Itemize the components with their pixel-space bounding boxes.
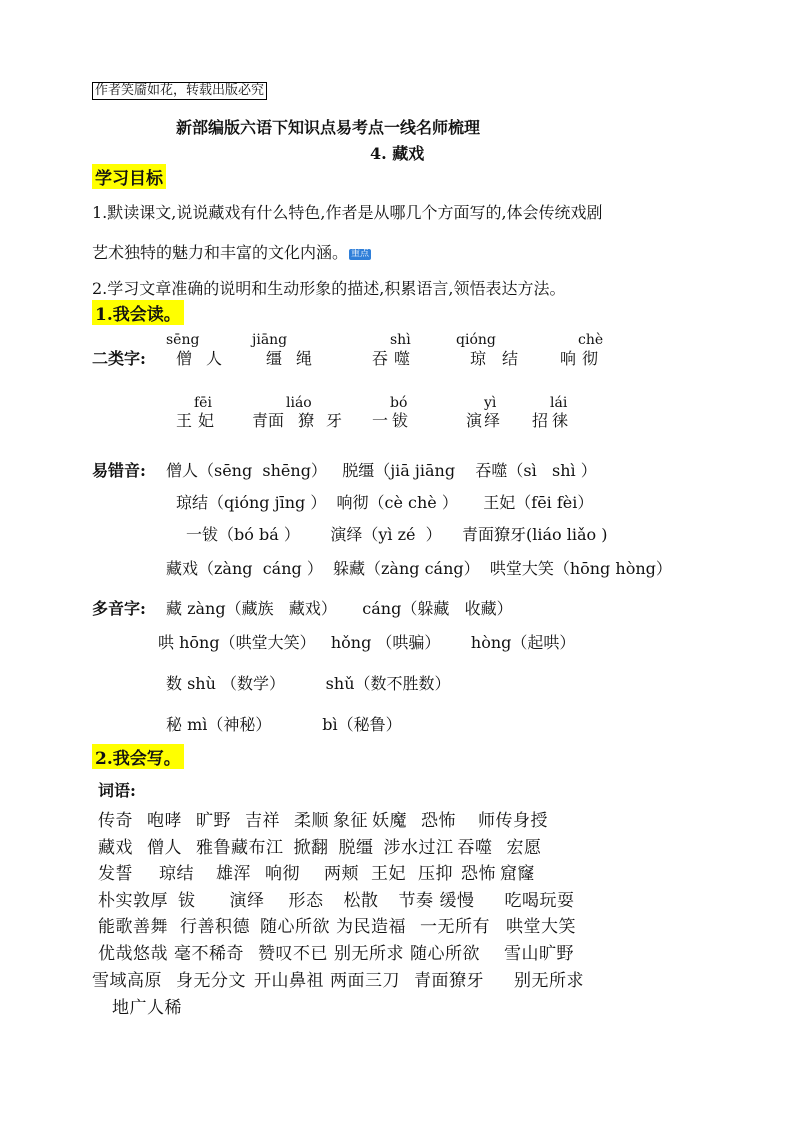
word: 旷野 — [196, 811, 231, 831]
pinyin: fēi — [194, 395, 212, 411]
duoyin-line: 秘 mì（神秘） bì（秘鲁） — [166, 715, 402, 734]
word: 能歌善舞 — [98, 917, 168, 937]
char: 牙 — [326, 411, 343, 430]
word: 行善积德 — [180, 917, 250, 937]
word: 地广人稀 — [112, 998, 182, 1018]
word: 吞噬 — [457, 838, 493, 858]
word: 藏戏 — [98, 838, 133, 858]
word: 形态 — [288, 891, 324, 911]
char: 噬 — [394, 349, 411, 368]
char: 结 — [502, 349, 519, 368]
read-heading: 1.我会读。 — [92, 300, 184, 325]
word-line — [98, 859, 549, 884]
word: 别无所求 — [334, 944, 404, 964]
word: 咆哮 — [147, 811, 182, 831]
word: 恐怖 — [421, 811, 456, 831]
char: 绎 — [484, 411, 501, 430]
word: 发誓 — [98, 864, 133, 884]
duoyin-label: 多音字: — [92, 599, 146, 618]
char: 僧 — [176, 349, 193, 368]
word-line — [98, 886, 589, 911]
char: 獠 — [298, 411, 315, 430]
pinyin: liáo — [286, 395, 312, 411]
pinyin: qióng — [456, 332, 496, 348]
word: 身无分文 — [176, 971, 246, 991]
pinyin: lái — [550, 395, 568, 411]
char: 徕 — [552, 411, 569, 430]
word-line — [98, 833, 556, 858]
word: 吃喝玩耍 — [504, 891, 575, 911]
word: 雪山旷野 — [504, 944, 574, 964]
word: 别无所求 — [514, 971, 584, 991]
word: 压抑 — [418, 864, 453, 884]
word: 宏愿 — [506, 838, 542, 858]
pinyin: sēng — [166, 332, 200, 348]
word: 响彻 — [265, 864, 300, 884]
word: 掀翻 — [293, 838, 329, 858]
word: 毫不稀奇 — [174, 944, 244, 964]
char: 钹 — [392, 411, 409, 430]
goals-heading: 学习目标 — [92, 164, 166, 189]
char: 绳 — [296, 349, 313, 368]
pinyin: chè — [578, 332, 604, 348]
word: 恐怖 — [461, 864, 496, 884]
char: 琼 — [470, 349, 487, 368]
word: 僧人 — [147, 838, 182, 858]
yicuo-line: 僧人（sēng shēng） 脱缰（jiā jiāng 吞噬（sì shì ） — [166, 461, 597, 480]
duoyin-line: 数 shù （数学） shǔ（数不胜数） — [166, 674, 451, 693]
char: 吞 — [372, 349, 389, 368]
erlei-label: 二类字: — [92, 349, 146, 368]
yicuo-line: 藏戏（zàng cáng ） 躲藏（zàng cáng） 哄堂大笑（hōng hòng） — [166, 559, 672, 578]
word: 演绎 — [229, 891, 265, 911]
word: 朴实敦厚 — [98, 891, 168, 911]
word: 随心所欲 — [260, 917, 330, 937]
word: 王妃 — [371, 864, 406, 884]
char: 青面 — [252, 411, 285, 430]
pinyin: shì — [390, 332, 411, 348]
write-heading: 2.我会写。 — [92, 744, 184, 769]
word-line — [98, 939, 588, 964]
word-line — [98, 912, 590, 937]
goal-1-line-2 — [92, 240, 371, 263]
word: 雄浑 — [216, 864, 251, 884]
word: 赞叹不已 — [258, 944, 328, 964]
word: 青面獠牙 — [414, 971, 484, 991]
key-point-badge: 重点 — [351, 249, 370, 259]
word: 琼结 — [159, 864, 194, 884]
lesson-title: 4. 藏戏 — [370, 144, 425, 163]
ciyu-label: 词语: — [98, 781, 136, 800]
word: 脱缰 — [338, 838, 374, 858]
word: 师传身授 — [478, 811, 548, 831]
char: 缰 — [266, 349, 283, 368]
pinyin: jiāng — [252, 332, 288, 348]
word: 哄堂大笑 — [506, 917, 576, 937]
word: 妖魔 — [372, 811, 407, 831]
char: 一 — [372, 411, 389, 430]
word: 两颊 — [324, 864, 359, 884]
goal-1-line-2-text: 艺术独特的魅力和丰富的文化内涵。 — [92, 243, 349, 262]
word: 传奇 — [98, 811, 133, 831]
word: 柔顺 — [294, 811, 329, 831]
word: 钹 — [178, 891, 196, 911]
author-note: 作者笑靥如花，转载出版必究 — [92, 82, 267, 100]
word: 开山鼻祖 — [254, 971, 324, 991]
char: 王 — [176, 411, 193, 430]
char: 演 — [466, 411, 483, 430]
yicuo-line: 一钹（bó bá ） 演绎（yì zé ） 青面獠牙(liáo liǎo ) — [186, 525, 608, 544]
char: 妃 — [198, 411, 215, 430]
word: 窟窿 — [500, 864, 535, 884]
pinyin: yì — [484, 395, 497, 411]
duoyin-line: 藏 zàng（藏族 藏戏） cáng（躲藏 收藏） — [166, 599, 513, 618]
word: 象征 — [333, 811, 368, 831]
yicuo-line: 琼结（qióng jīng ） 响彻（cè chè ） 王妃（fēi fèi） — [176, 493, 594, 512]
word: 两面三刀 — [330, 971, 400, 991]
word: 优哉悠哉 — [98, 944, 168, 964]
word: 雅鲁藏布江 — [196, 838, 284, 858]
word-line — [98, 806, 562, 831]
word: 涉水过江 — [383, 838, 454, 858]
word: 松散 — [343, 891, 379, 911]
word: 吉祥 — [245, 811, 280, 831]
word: 为民造福 — [336, 917, 406, 937]
char: 彻 — [582, 349, 599, 368]
document-title: 新部编版六语下知识点易考点一线名师梳理 — [176, 118, 481, 137]
word: 缓慢 — [439, 891, 475, 911]
word-line — [92, 966, 598, 991]
char: 招 — [532, 411, 549, 430]
word: 雪域高原 — [92, 971, 162, 991]
goal-2: 2.学习文章准确的说明和生动形象的描述,积累语言,领悟表达方法。 — [92, 279, 566, 298]
word-line — [112, 993, 196, 1018]
word: 节奏 — [398, 891, 434, 911]
char: 人 — [206, 349, 223, 368]
char: 响 — [560, 349, 577, 368]
pinyin: bó — [390, 395, 408, 411]
word: 随心所欲 — [410, 944, 480, 964]
word: 一无所有 — [420, 917, 490, 937]
goal-1-line-1: 1.默读课文,说说藏戏有什么特色,作者是从哪几个方面写的,体会传统戏剧 — [92, 203, 603, 222]
duoyin-line: 哄 hōng（哄堂大笑） hǒng （哄骗） hòng（起哄） — [158, 633, 576, 652]
yicuo-label: 易错音: — [92, 461, 146, 480]
